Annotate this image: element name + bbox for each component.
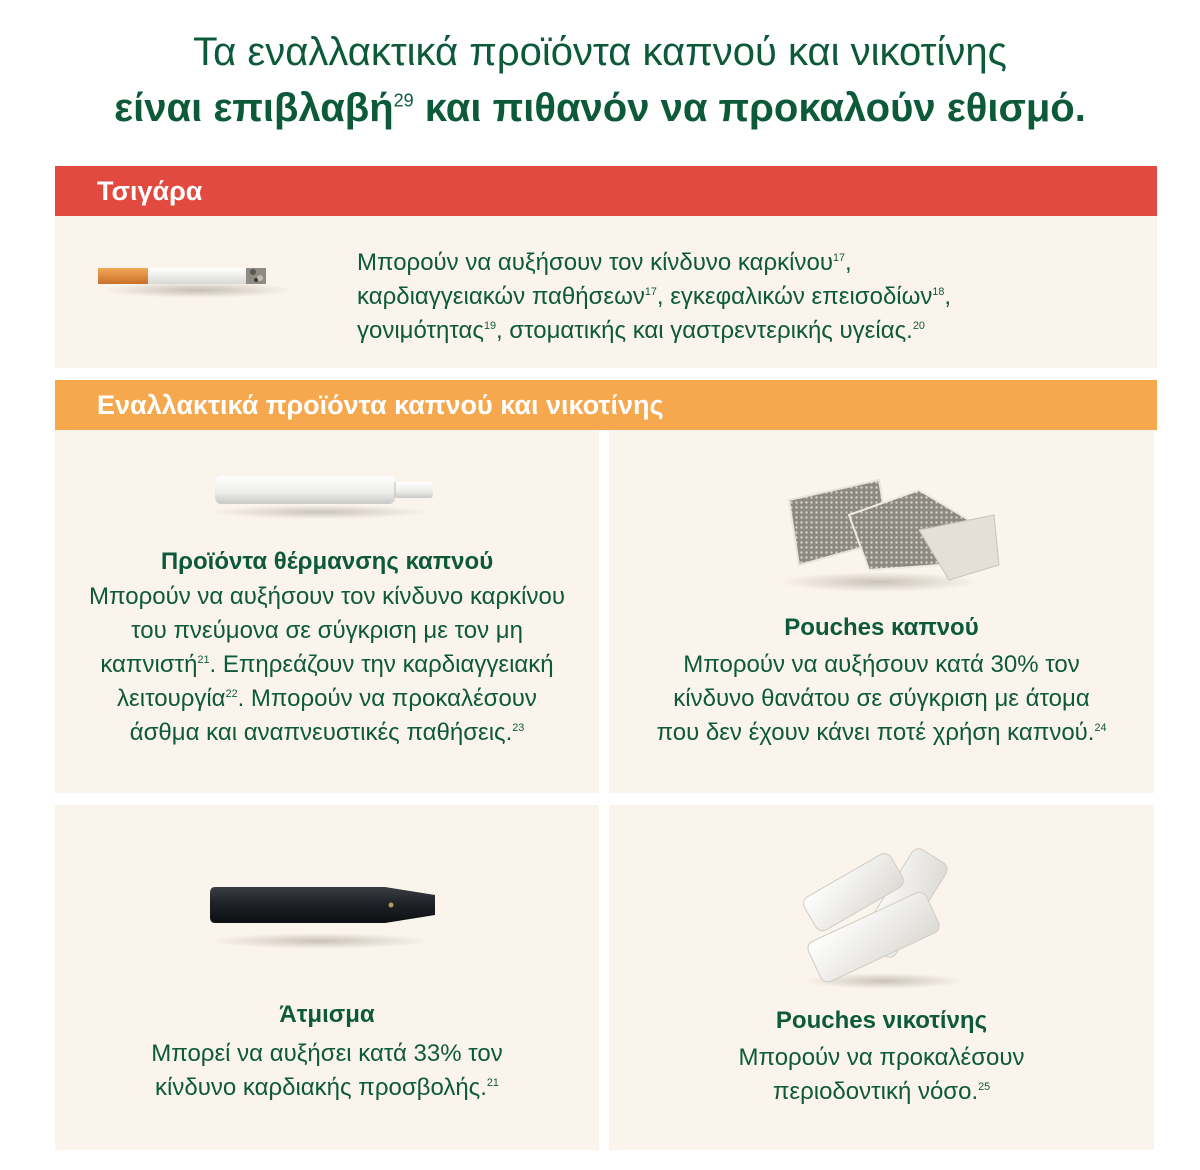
vaping-text: Μπορεί να αυξήσει κατά 33% τον κίνδυνο καρδιακής προσβολής.$^{21}$ xyxy=(151,1040,503,1101)
heated-tobacco-text: Μπορούν να αυξήσουν τον κίνδυνο καρκίνου του πνεύμονα σε σύγκριση με τον μη καπνιστή$^{21}$. Επηρεάζουν την καρδιαγγειακή λειτουργία$^{22}$. Μπορούν να προκαλέσουν άσθμα και αναπνευστικές παθήσεις.$^{23}$ xyxy=(89,583,565,746)
vaping-panel xyxy=(55,805,599,1150)
cigarettes-description: Μπορούν να αυξήσουν τον κίνδυνο καρκίνου$^{17}$, καρδιαγγειακών παθήσεων$^{17}$, εγκεφαλικών επεισοδίων$^{18}$, γονιμότητας$^{19}$, στοματικής και γαστρεντερικής υγείας.$^{20}$ xyxy=(357,249,952,344)
nicotine-pouches-image xyxy=(794,843,974,993)
tobacco-pouches-panel xyxy=(609,430,1154,793)
nicotine-pouches-text: Μπορούν να προκαλέσουν περιοδοντική νόσο.$^{25}$ xyxy=(738,1044,1025,1105)
alternatives-heading: Εναλλακτικά προϊόντα καπνού και νικοτίνης xyxy=(55,380,1157,430)
nicotine-pouches-title: Pouches νικοτίνης xyxy=(775,1007,988,1034)
nicotine-pouches-panel xyxy=(609,805,1154,1150)
vape-device-image xyxy=(205,877,445,957)
heated-tobacco-device-image xyxy=(205,468,445,528)
tobacco-pouches-title: Pouches καπνού xyxy=(784,614,979,641)
vaping-title: Άτμισμα xyxy=(279,1001,375,1028)
title-line-2: είναι επιβλαβή$^{29}$ και πιθανόν να προκαλούν εθισμό. xyxy=(114,86,1086,130)
title-line-1: Τα εναλλακτικά προϊόντα καπνού και νικοτίνης xyxy=(193,30,1007,74)
tobacco-pouches-image xyxy=(769,470,1009,600)
heated-tobacco-title: Προϊόντα θέρμανσης καπνού xyxy=(160,548,494,575)
cigarette-image xyxy=(88,250,288,310)
cigarettes-heading: Τσιγάρα xyxy=(55,166,1157,216)
heated-tobacco-panel xyxy=(55,430,599,793)
page-title xyxy=(0,24,1200,136)
tobacco-pouches-text: Μπορούν να αυξήσουν κατά 30% τον κίνδυνο θανάτου σε σύγκριση με άτομα που δεν έχουν κάνει ποτέ χρήση καπνού.$^{24}$ xyxy=(656,651,1107,746)
